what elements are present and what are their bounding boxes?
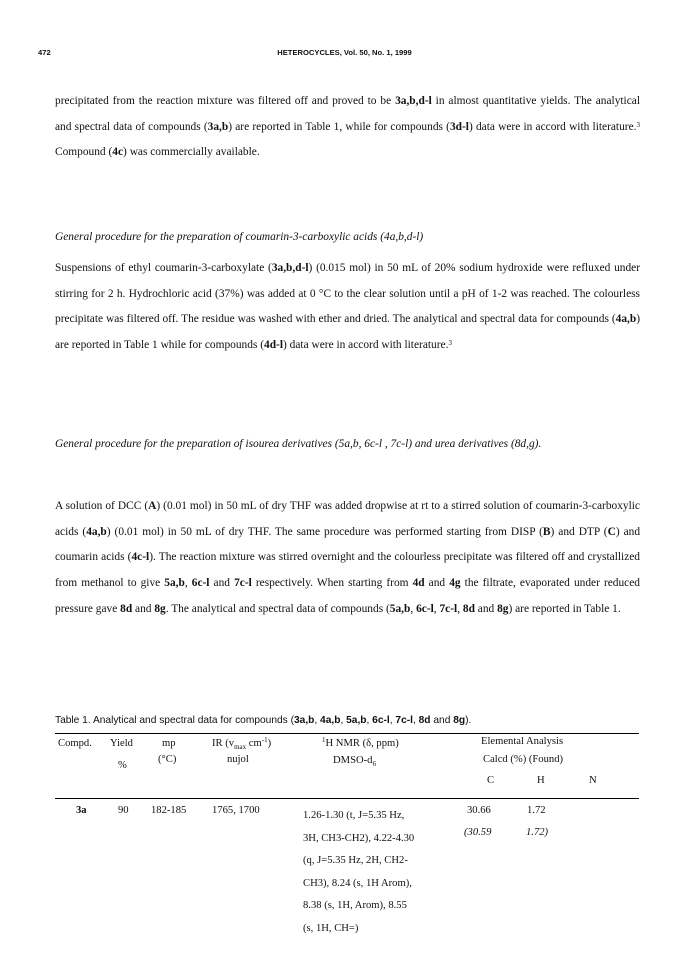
row-h-found: 1.72) <box>526 827 549 838</box>
header-c: C <box>487 775 495 786</box>
row-c-found: (30.59 <box>464 827 492 838</box>
row-ir: 1765, 1700 <box>212 805 260 816</box>
row-yield: 90 <box>118 805 129 816</box>
header-mp: mp <box>162 738 176 749</box>
row-compd: 3a <box>76 805 87 816</box>
row-nmr: 1.26-1.30 (t, J=5.35 Hz, 3H, CH3-CH2), 4.22-4.30 (q, J=5.35 Hz, 2H, CH2- CH3), 8.24 (s, 1H Arom), 8.38 (s, 1H, Arom), 8.55 (s, 1H, CH=) <box>303 810 415 934</box>
header-ir-medium: nujol <box>227 754 249 765</box>
header-yield: Yield <box>110 738 133 749</box>
paragraph-3: A solution of DCC (A) (0.01 mol) in 50 mL of dry THF was added dropwise at rt to a stirred solution of coumarin-3-carboxylic acids (4a,b) (0.01 mol) in 50 mL of dry THF. The same procedure was performed starting from DISP (B) and DTP (C) and coumarin acids (4c-l). The reaction mixture was stirred overnight and the colourless precipitate was filtered off and crystallized from methanol to give 5a,b, 6c-l and 7c-l respectively. When starting from 4d and 4g the filtrate, evaporated under reduced pressure gave 8d and 8g. The analytical and spectral data of compounds (5a,b, 6c-l, 7c-l, 8d and 8g) are reported in Table 1. <box>55 500 641 615</box>
row-c-calc: 30.66 <box>467 805 491 816</box>
table-header-rule <box>55 798 639 799</box>
paragraph-2: Suspensions of ethyl coumarin-3-carboxylate (3a,b,d-l) (0.015 mol) in 50 mL of 20% sodium hydroxide were refluxed under stirring for 2 h. Hydrochloric acid (37%) was added at 0 °C to the clear solution until a pH of 1-2 was reached. The colourless precipitate was filtered off. The residue was washed with ether and dried. The analytical and spectral data for compounds (4a,b) are reported in Table 1 while for compounds (4d-l) data were in accord with literature.$^3$ <box>55 262 641 352</box>
header-mp-unit: (°C) <box>158 754 177 765</box>
section-heading-1: General procedure for the preparation of coumarin-3-carboxylic acids (4a,b,d-l) <box>55 231 424 243</box>
table-caption: Table 1. Analytical and spectral data for compounds (3a,b, 4a,b, 5a,b, 6c-l, 7c-l, 8d and 8g). <box>55 715 472 726</box>
header-yield-unit: % <box>118 760 127 771</box>
header-n: N <box>589 775 597 786</box>
header-ir: IR ($v_{max}$ $cm^{-1}$) <box>212 736 272 752</box>
paragraph-1: precipitated from the reaction mixture was filtered off and proved to be 3a,b,d-l in almost quantitative yields. The analytical and spectral data of compounds (3a,b) are reported in Table 1, while for compounds (3d-l) data were in accord with literature.$^3$ Compound (4c) was commercially available. <box>55 95 640 159</box>
header-nmr-solvent: DMSO-$d_6$ <box>333 755 376 769</box>
header-nmr: $^1$H NMR (δ, ppm) <box>322 736 399 749</box>
page-header <box>38 48 651 62</box>
page-number: 472 <box>38 48 51 57</box>
header-compd: Compd. <box>58 738 92 749</box>
header-calcd-found: Calcd (%) (Found) <box>483 754 564 765</box>
header-elemental: Elemental Analysis <box>481 736 564 747</box>
journal-title: HETEROCYCLES, Vol. 50, No. 1, 1999 <box>277 48 412 57</box>
header-h: H <box>537 775 545 786</box>
row-mp: 182-185 <box>151 805 187 816</box>
section-heading-2: General procedure for the preparation of isourea derivatives (5a,b, 6c-l , 7c-l) and urea derivatives (8d,g). <box>55 438 542 450</box>
table-top-rule <box>55 733 639 734</box>
row-h-calc: 1.72 <box>527 805 546 816</box>
